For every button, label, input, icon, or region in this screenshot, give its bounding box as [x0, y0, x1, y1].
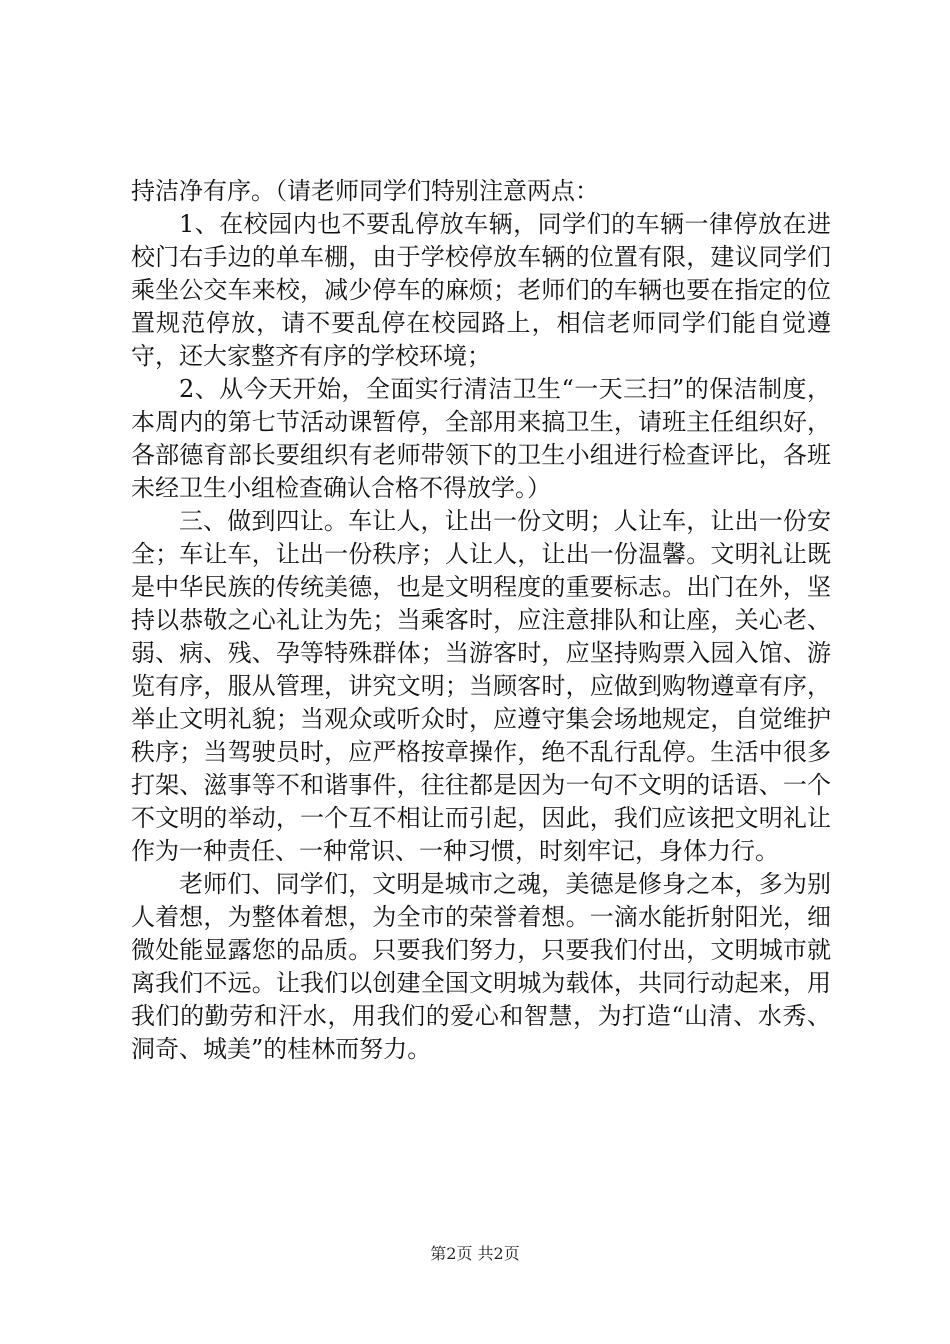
page-number-footer: 第2页 共2页	[430, 1244, 520, 1263]
document-body	[131, 175, 831, 1066]
paragraph-closing: 老师们、同学们，文明是城市之魂，美德是修身之本，多为别人着想，为整体着想，为全市的荣誉着想。一滴水能折射阳光，细微处能显露您的品质。只要我们努力，只要我们付出，文明城市就离我们不远。让我们以创建全国文明城为载体，共同行动起来，用我们的勤劳和汗水，用我们的爱心和智慧，为打造“山清、水秀、洞奇、城美”的桂林而努力。	[131, 870, 831, 1063]
paragraph-continuation: 持洁净有序。（请老师同学们特别注意两点：	[131, 177, 599, 205]
paragraph-section-3: 三、做到四让。车让人，让出一份文明；人让车，让出一份安全；车让车，让出一份秩序；人让人，让出一份温馨。文明礼让既是中华民族的传统美德，也是文明程度的重要标志。出门在外，坚持以恭敬之心礼让为先；当乘客时，应注意排队和让座，关心老、弱、病、残、孕等特殊群体；当游客时，应坚持购票入园入馆、游览有序，服从管理，讲究文明；当顾客时，应做到购物遵章有序，举止文明礼貌；当观众或听众时，应遵守集会场地规定，自觉维护秩序；当驾驶员时，应严格按章操作，绝不乱行乱停。生活中很多打架、滋事等不和谐事件，往往都是因为一句不文明的话语、一个不文明的举动，一个互不相让而引起，因此，我们应该把文明礼让作为一种责任、一种常识、一种习惯，时刻牢记，身体力行。	[131, 507, 831, 865]
paragraph-point-2: 2、从今天开始，全面实行清洁卫生“一天三扫”的保洁制度，本周内的第七节活动课暂停，全部用来搞卫生，请班主任组织好，各部德育部长要组织有老师带领下的卫生小组进行检查评比，各班未经卫生小组检查确认合格不得放学。）	[131, 375, 831, 502]
paragraph-point-1: 1、在校园内也不要乱停放车辆，同学们的车辆一律停放在进校门右手边的单车棚，由于学校停放车辆的位置有限，建议同学们乘坐公交车来校，减少停车的麻烦；老师们的车辆也要在指定的位置规范停放，请不要乱停在校园路上，相信老师同学们能自觉遵守，还大家整齐有序的学校环境；	[131, 210, 831, 370]
